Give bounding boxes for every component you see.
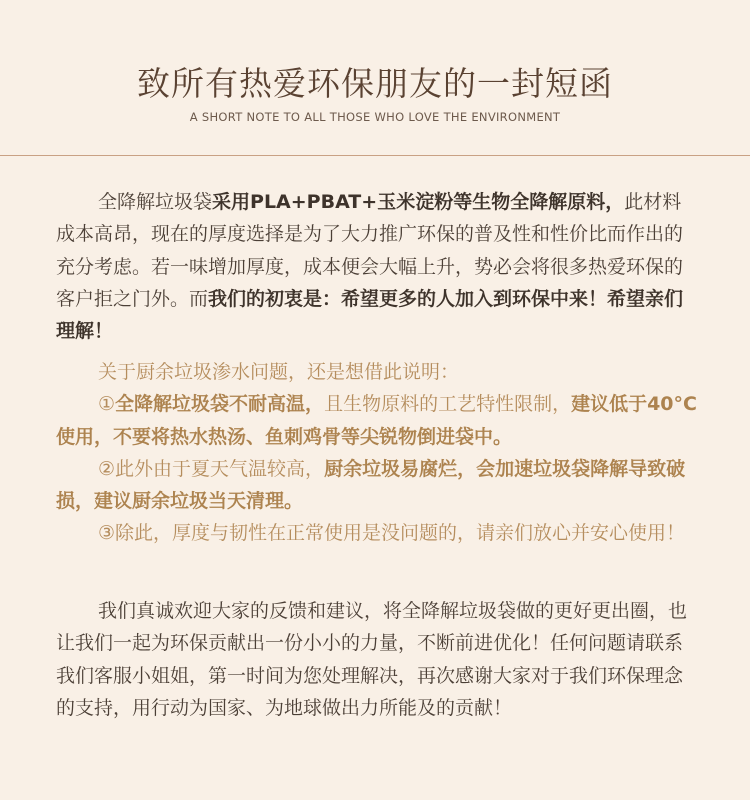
- notice-heading: 关于厨余垃圾渗水问题，还是想借此说明：: [98, 361, 460, 383]
- intro-paragraph: [56, 186, 698, 347]
- page-subtitle: A SHORT NOTE TO ALL THOSE WHO LOVE THE ENVIRONMENT: [189, 110, 561, 124]
- notice-item-1-bold-2: 建议低于40°C使用，不要将热水热汤、鱼刺鸡骨等尖锐物倒进袋中。: [56, 393, 697, 448]
- page-title: 致所有热爱环保朋友的一封短函: [137, 64, 613, 103]
- notice-section: [56, 356, 698, 550]
- notice-item-2: [56, 453, 698, 518]
- header-divider: [0, 155, 750, 156]
- notice-item-2-num: ②: [98, 457, 116, 480]
- notice-item-1-num: ①: [98, 393, 116, 416]
- notice-item-3: ③除此，厚度与韧性在正常使用是没问题的，请亲们放心并安心使用！: [98, 522, 686, 545]
- notice-item-2-text: 此外由于夏天气温较高，: [115, 457, 325, 480]
- closing-paragraph: 我们真诚欢迎大家的反馈和建议，将全降解垃圾袋做的更好更出圈，也让我们一起为环保贡献出一份小小的力量，不断前进优化！任何问题请联系我们客服小姐姐，第一时间为您处理解决，再次感谢大家对于我们环保理念的支持，用行动为国家、为地球做出力所能及的贡献！: [56, 600, 688, 719]
- intro-text-2: 此材料成本高昂，现在的厚度选择是为了大力推广环保的普及性和性价比而作出的充分考虑。若一味增加厚度，成本便会大幅上升，势必会将很多热爱环保的客户拒之门外。而: [56, 191, 684, 310]
- notice-item-1: [56, 388, 698, 453]
- intro-text-1: 全降解垃圾袋: [98, 191, 213, 213]
- intro-bold-1: 采用PLA+PBAT+玉米淀粉等生物全降解原料，: [212, 191, 625, 213]
- notice-item-1-bold-1: 全降解垃圾袋不耐高温，: [115, 393, 325, 416]
- notice-item-2-bold: 厨余垃圾易腐烂，会加速垃圾袋降解导致破损，建议厨余垃圾当天清理。: [56, 457, 686, 513]
- notice-item-1-text: 且生物原料的工艺特性限制，: [324, 393, 572, 416]
- intro-bold-2: 我们的初衷是：希望更多的人加入到环保中来！希望亲们理解！: [56, 287, 684, 343]
